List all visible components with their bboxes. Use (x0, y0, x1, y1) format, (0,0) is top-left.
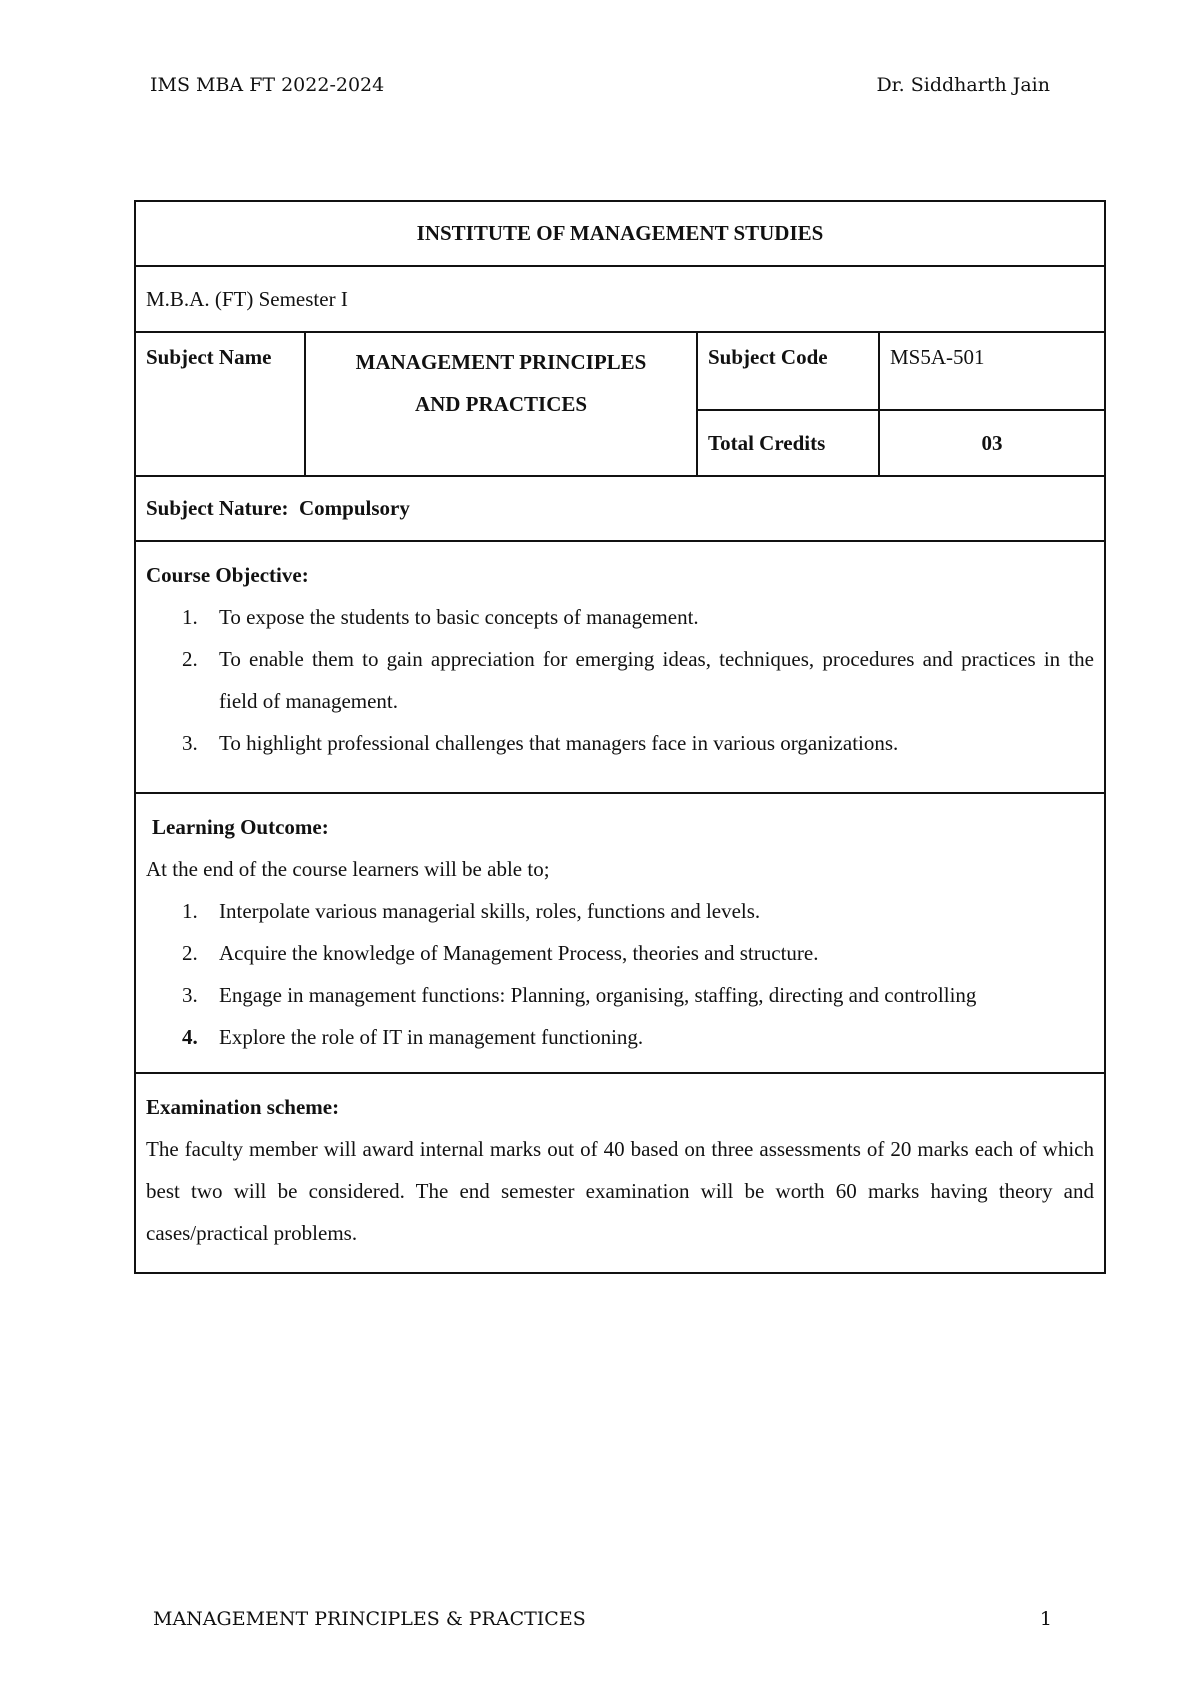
list-item: 2. To enable them to gain appreciation for emerging ideas, techniques, procedures and practices in the field of management. (182, 647, 1094, 713)
list-item: 3. To highlight professional challenges that managers face in various organizations. (182, 731, 899, 755)
list-item: 3. Engage in management functions: Planning, organising, staffing, directing and controlling (182, 983, 977, 1007)
learning-outcome-intro: At the end of the course learners will be able to; (146, 857, 550, 881)
subject-name-value (305, 332, 697, 476)
subject-nature-value: Compulsory (299, 496, 410, 520)
header-left: IMS MBA FT 2022-2024 (150, 74, 385, 96)
list-item: 1. Interpolate various managerial skills, roles, functions and levels. (182, 899, 761, 923)
syllabus-table (134, 200, 1106, 1274)
page-number: 1 (1039, 1608, 1052, 1630)
subject-code-value: MS5A-501 (879, 332, 1105, 410)
subject-code-label: Subject Code (697, 332, 879, 410)
examination-heading: Examination scheme: (146, 1095, 340, 1119)
subject-name-label: Subject Name (135, 332, 305, 476)
subject-nature (135, 476, 1105, 541)
list-item: 1. To expose the students to basic concepts of management. (182, 605, 699, 629)
header-right: Dr. Siddharth Jain (876, 74, 1050, 96)
examination-section (135, 1073, 1105, 1273)
total-credits-label: Total Credits (697, 410, 879, 476)
examination-text: The faculty member will award internal marks out of 40 based on three assessments of 20 marks each of which best two will be considered. The end semester examination will be worth 60 marks having theory and cases/practical problems. (146, 1137, 1094, 1245)
subject-name-line2: AND PRACTICES (414, 392, 588, 416)
total-credits-value: 03 (879, 410, 1105, 476)
institute-title: INSTITUTE OF MANAGEMENT STUDIES (135, 201, 1105, 266)
list-item: 4. Explore the role of IT in management functioning. (182, 1025, 644, 1049)
footer-left: MANAGEMENT PRINCIPLES & PRACTICES (153, 1608, 586, 1630)
learning-outcome-heading: Learning Outcome: (152, 815, 329, 839)
learning-outcome-section (135, 793, 1105, 1073)
course-objective-section (135, 541, 1105, 793)
subject-nature-label: Subject Nature: (146, 496, 289, 520)
semester-label: M.B.A. (FT) Semester I (135, 266, 1105, 332)
subject-name-line1: MANAGEMENT PRINCIPLES (355, 350, 647, 374)
list-item: 2. Acquire the knowledge of Management Process, theories and structure. (182, 941, 819, 965)
course-objective-heading: Course Objective: (146, 563, 309, 587)
